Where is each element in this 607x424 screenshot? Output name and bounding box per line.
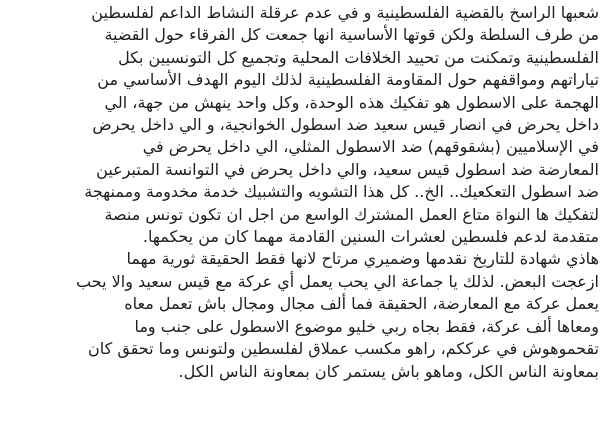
post-text-line: داخل يحرض في انصار قيس سعيد ضد اسطول الخوانجية، و الي داخل يحرض [92,115,599,135]
post-text-line: تقحموهوش في عرككم، راهو مكسب عملاق لفلسطين ولتونس وما تحقق كان [88,339,599,359]
post-text-line: بمعاونة الناس الكل، وماهو باش يستمر كان بمعاونة الناس الكل. [178,361,599,381]
post-text-line: يعمل عركة مع المعارضة، الحقيقة فما ألف مجال ومجال باش تعمل معاه [124,294,599,314]
post-text-line: تياراتهم ومواقفهم حول المقاومة الفلسطينية لذلك اليوم الهدف الأساسي من [97,70,599,90]
post-text-line: لتفكيك ها النواة متاع العمل المشترك الواسع من اجل ان تكون تونس منصة [104,204,599,224]
post-text-line: المعارضة ضد اسطول قيس سعيد، والي داخل يحرض في التوانسة المتبرعين [96,159,599,179]
post-text-line: ضد اسطول التعكعيك.. الخ.. كل هذا التشويه والتشبيك خدمة مخدومة وممنهجة [84,182,599,202]
post-text-line: في الإسلاميين (بشقوقهم) ضد الاسطول المثلي، الي داخل يحرض في [142,137,599,157]
post-text-line: متقدمة لدعم فلسطين لعشرات السنين القادمة مهما كان من يحكمها. [142,227,599,247]
post-text-line: من طرف السلطة ولكن قوتها الأساسية انها جمعت كل الفرقاء حول القضية [104,25,599,45]
post-text-line: هاذي شهادة للتاريخ نقدمها وضميري مرتاح لانها فقط الحقيقة ثورية مهما [126,249,599,269]
post-text-line: ازعجت البعض. لذلك يا جماعة الي يحب يعمل أي عركة مع قيس سعيد والا يحب [76,271,599,291]
post-text-line: الهجمة على الاسطول هو تفكيك هذه الوحدة، وكل واحد ينهش من جهة، الي [104,92,599,112]
post-text-line: الفلسطينية وتمكنت من تحييد الخلافات المحلية وتجميع كل التونسيين بكل [118,47,599,67]
post-text-line: شعبها الراسخ بالقضية الفلسطينية و في عدم عرقلة النشاط الداعم لفلسطين [91,3,599,22]
post-text-line: ومعاها ألف عركة، فقط بجاه ربي خليو موضوع الاسطول على جنب وما [134,316,599,336]
